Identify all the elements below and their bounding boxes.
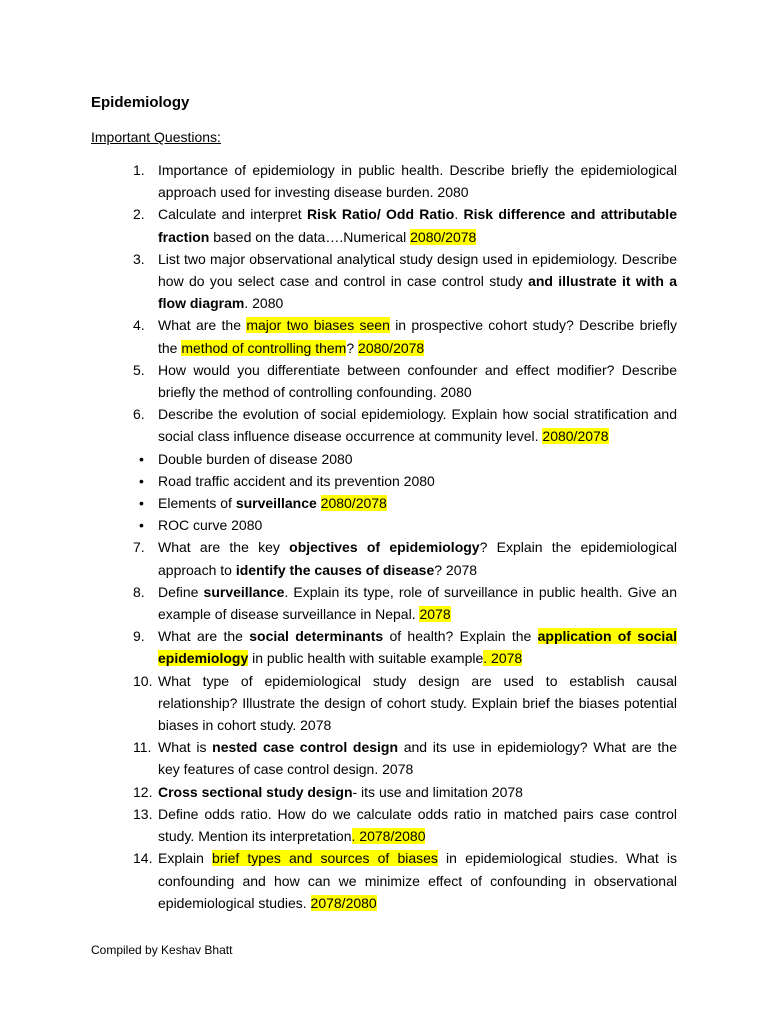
bold-text: identify the causes of disease [235,561,435,578]
highlighted-text: application of social epidemiology [158,628,677,667]
question-item [133,625,677,669]
bold-text: Cross sectional study design [158,783,353,800]
bullet-item [133,448,677,470]
item-number: 5. [133,361,145,378]
bold-text: surveillance [203,583,285,600]
bold-text: surveillance [235,495,317,512]
item-number: 1. [133,162,145,178]
bullet-marker: • [139,450,144,467]
item-number: 12. [133,783,153,800]
item-text: ? [346,339,359,356]
bullet-marker: • [139,495,144,512]
bullet-marker: • [139,472,144,489]
question-list [133,159,677,914]
highlighted-text: brief types and sources of biases [212,850,438,867]
item-text: of health? Explain the [383,628,538,645]
highlighted-text: 2080/2078 [320,495,387,512]
bold-text: and illustrate it with a flow diagram [158,273,677,312]
item-text: in public health with suitable example [248,650,484,667]
highlighted-text: 2080/2078 [358,339,425,356]
bullet-marker: • [139,517,144,534]
highlighted-text: 2080/2078 [410,228,477,245]
item-number: 10. [133,672,153,689]
item-text: What is [158,739,213,756]
bold-text: social determinants [249,628,384,645]
item-text: ? 2078 [434,561,478,578]
highlighted-text: . 2078/2080 [351,828,426,845]
item-text: . Explain its type, role of surveillance in public health. Give an example of disease surveillance in Nepal. [158,583,678,623]
item-number: 14. [133,850,153,867]
highlighted-text: 2078 [419,606,451,623]
question-item [133,359,677,403]
item-number: 6. [133,406,145,423]
question-item [133,781,677,803]
question-item [133,736,677,780]
item-text: . [454,206,464,223]
item-number: 8. [133,583,145,600]
item-text: Elements of [158,495,236,512]
item-text: Define odds ratio. How do we calculate odds ratio in matched pairs case control study. Mention its interpretation [158,805,677,845]
question-item [133,248,677,315]
item-number: 3. [133,250,145,267]
question-item [133,314,677,358]
highlighted-text: 2080/2078 [542,428,609,445]
item-text: Define [158,583,204,600]
item-number: 13. [133,805,153,822]
item-text: based on the data….Numerical [209,228,411,245]
question-item [133,536,677,580]
item-number: 9. [133,628,145,645]
highlighted-text: method of controlling them [181,339,347,356]
item-text: Describe the evolution of social epidemiology. Explain how social stratification and social class influence disease occurrence at community level. [158,406,677,445]
item-number: 11. [133,739,152,756]
question-item [133,159,677,203]
footer-credit: Compiled by Keshav Bhatt [91,943,233,957]
item-number: 2. [133,206,145,223]
item-text: Importance of epidemiology in public health. Describe briefly the epidemiological approach used for investing disease burden. 2080 [158,162,677,201]
item-text: Double burden of disease 2080 [158,450,353,467]
question-item [133,670,677,737]
section-heading: Important Questions: [91,129,221,145]
bold-text: Risk Ratio/ Odd Ratio [306,206,455,223]
item-text: Explain [158,850,213,867]
item-text: What are the [158,317,247,334]
item-text: - its use and limitation 2078 [352,783,523,800]
bold-text: objectives of epidemiology [289,539,480,556]
question-item [133,581,677,625]
question-item [133,203,677,247]
question-item [133,803,677,847]
highlighted-text: 2078/2080 [310,894,377,911]
page-title: Epidemiology [91,94,190,111]
bullet-item [133,492,677,514]
item-text: Road traffic accident and its prevention 2080 [158,472,435,489]
item-text: ? Explain the epidemiological approach to [158,539,677,578]
item-text: What are the key [158,539,290,556]
item-text: in epidemiological studies. What is confounding and how can we minimize effect of confounding in observational epidemiological studies. [158,850,677,911]
item-text: . 2080 [244,295,284,312]
item-text: What type of epidemiological study design are used to establish causal relationship? Illustrate the design of cohort study. Explain brief the biases potential biases in cohort study. 2078 [158,672,677,734]
item-text: and its use in epidemiology? What are the key features of case control design. 2078 [158,739,677,778]
bold-text: Risk difference and attributable fraction [158,206,677,245]
item-text: Calculate and interpret [158,206,307,223]
bold-text: nested case control design [212,739,399,756]
bullet-item [133,470,677,492]
item-number: 4. [133,317,145,334]
highlighted-text: major two biases seen [246,317,390,334]
bullet-item [133,514,677,536]
question-item [133,847,677,914]
item-text: List two major observational analytical study design used in epidemiology. Describe how do you select case and control in case control study [158,250,677,290]
item-text: What are the [158,628,250,645]
item-text: ROC curve 2080 [158,517,263,534]
item-text: How would you differentiate between confounder and effect modifier? Describe briefly the method of controlling confounding. 2080 [158,361,677,401]
item-number: 7. [133,539,145,556]
highlighted-text: . 2078 [483,650,523,667]
question-item [133,403,677,447]
item-text: in prospective cohort study? Describe briefly the [158,317,677,356]
